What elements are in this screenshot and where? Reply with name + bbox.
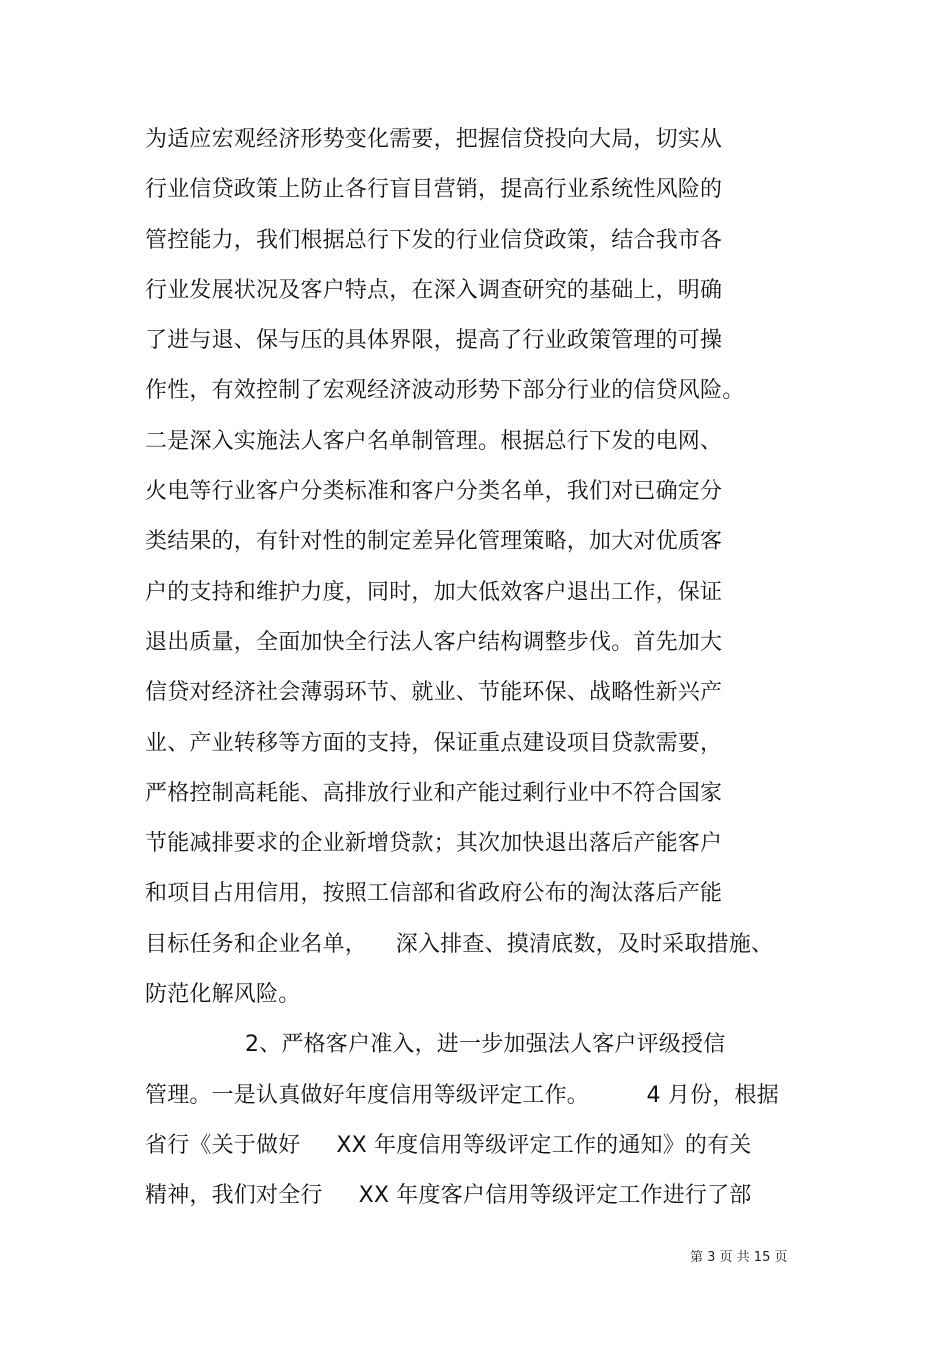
section-heading-line: 2、严格客户准入，进一步加强法人客户评级授信: [245, 1032, 726, 1058]
body-text: [145, 122, 825, 1229]
text-line: 信贷对经济社会薄弱环节、就业、节能环保、战略性新兴产: [145, 680, 723, 706]
text-line: 退出质量，全面加快全行法人客户结构调整步伐。首先加大: [145, 629, 723, 655]
text-line: 作性，有效控制了宏观经济波动形势下部分行业的信贷风险。: [145, 378, 745, 404]
text-line: 严格控制高耗能、高排放行业和产能过剩行业中不符合国家: [145, 780, 723, 806]
text-line: 精神，我们对全行 XX 年度客户信用等级评定工作进行了部: [145, 1183, 752, 1209]
text-line: 管理。一是认真做好年度信用等级评定工作。 4 月份，根据: [145, 1082, 779, 1108]
text-line: 节能减排要求的企业新增贷款；其次加快退出落后产能客户: [145, 831, 723, 857]
text-line: 火电等行业客户分类标准和客户分类名单，我们对已确定分: [145, 479, 723, 505]
text-line: 类结果的，有针对性的制定差异化管理策略，加大对优质客: [145, 529, 723, 555]
text-line: 为适应宏观经济形势变化需要，把握信贷投向大局，切实从: [145, 127, 723, 152]
text-line: 防范化解风险。: [145, 982, 301, 1008]
text-line: 行业发展状况及客户特点，在深入调查研究的基础上，明确: [145, 277, 723, 303]
page-number: 第 3 页 共 15 页: [690, 1250, 788, 1265]
text-line: 行业信贷政策上防止各行盲目营销，提高行业系统性风险的: [145, 177, 723, 203]
text-line: 省行《关于做好 XX 年度信用等级评定工作的通知》的有关: [145, 1132, 752, 1158]
text-line: 二是深入实施法人客户名单制管理。根据总行下发的电网、: [145, 428, 723, 454]
text-line: 目标任务和企业名单， 深入排查、摸清底数，及时采取措施、: [145, 931, 774, 957]
text-line: 和项目占用信用，按照工信部和省政府公布的淘汰落后产能: [145, 881, 723, 907]
text-line: 管控能力，我们根据总行下发的行业信贷政策，结合我市各: [145, 227, 723, 253]
text-line: 了进与退、保与压的具体界限，提高了行业政策管理的可操: [145, 328, 723, 354]
text-line: 业、产业转移等方面的支持，保证重点建设项目贷款需要，: [145, 730, 723, 756]
text-line: 户的支持和维护力度，同时，加大低效客户退出工作，保证: [145, 579, 723, 605]
